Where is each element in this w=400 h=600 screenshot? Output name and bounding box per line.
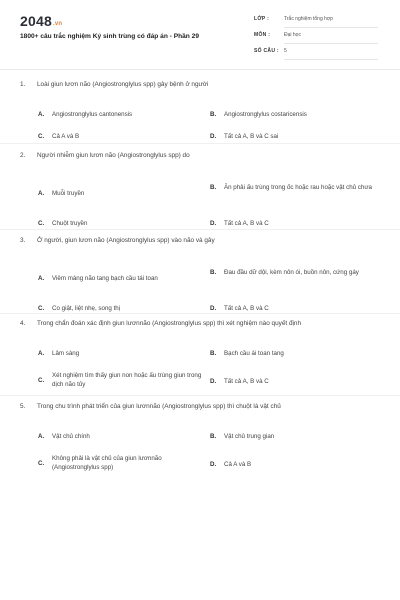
meta-label: MÔN : — [254, 32, 271, 38]
meta-underline — [284, 27, 378, 28]
option-text: Chuột truyền — [52, 220, 88, 227]
option-c[interactable] — [38, 132, 79, 141]
options — [20, 165, 380, 225]
options — [20, 416, 380, 476]
option-text: Xét nghiệm tìm thấy giun non hoặc ấu trùng giun trong dịch não tủy — [52, 372, 202, 388]
option-text: Viêm màng não tang bạch cầu tái toan — [52, 275, 158, 282]
option-text: Angiostronglylus costaricensis — [224, 111, 307, 118]
option-text: Vật chủ trung gian — [224, 433, 275, 440]
question-stem — [20, 320, 380, 327]
option-text: Ăn phải ấu trùng trong ốc hoặc rau hoặc vật chủ chưa — [224, 184, 372, 191]
option-letter: B. — [210, 350, 217, 357]
option-text: Co giật, liệt nhẹ, song thị — [52, 305, 121, 312]
question-number: 3. — [20, 237, 26, 244]
meta-row-class — [254, 16, 378, 30]
page-header — [0, 0, 400, 66]
option-letter: A. — [38, 433, 45, 440]
option-text: Đau đầu dữ dội, kèm nôn ói, buồn nôn, cứng gáy — [224, 269, 359, 276]
question-number: 2. — [20, 152, 26, 159]
option-b[interactable] — [210, 268, 380, 277]
option-text: Tất cả A, B và C — [224, 220, 269, 227]
option-c[interactable] — [38, 371, 208, 389]
option-letter: B. — [210, 184, 217, 191]
option-a[interactable] — [38, 432, 90, 441]
question-text: Người nhiễm giun lươn não (Angiostronglylus spp) do — [37, 152, 190, 159]
option-a[interactable] — [38, 274, 158, 283]
option-d[interactable] — [210, 132, 278, 141]
meta-underline — [284, 59, 378, 60]
option-text: Không phải là vật chủ của giun lươnnão (Angiostronglylus spp) — [52, 455, 162, 471]
option-b[interactable] — [210, 349, 284, 358]
question-4 — [20, 320, 380, 393]
question-text: Trong chẩn đoán xác định giun lươnnão (Angiostronglylus spp) thì xét nghiệm nào quyết định — [37, 320, 302, 327]
meta-value: 5 — [284, 48, 287, 54]
options — [20, 250, 380, 310]
option-letter: A. — [38, 350, 45, 357]
option-letter: A. — [38, 190, 45, 197]
meta-value: Trắc nghiệm tổng hợp — [284, 16, 333, 22]
option-letter: B. — [210, 269, 217, 276]
option-letter: D. — [210, 220, 217, 227]
section-divider — [0, 313, 400, 314]
question-stem — [20, 237, 380, 244]
meta-row-count — [254, 48, 378, 62]
option-letter: C. — [38, 459, 45, 467]
option-letter: C. — [38, 305, 45, 312]
question-5 — [20, 403, 380, 476]
question-1 — [20, 81, 380, 140]
options — [20, 333, 380, 393]
site-logo[interactable] — [20, 13, 62, 29]
option-b[interactable] — [210, 110, 307, 119]
options — [20, 94, 380, 140]
option-text: Tất cả A, B và C — [224, 305, 269, 312]
option-text: Cả A và B — [224, 461, 252, 468]
question-number: 5. — [20, 403, 26, 410]
question-stem — [20, 403, 380, 410]
question-stem — [20, 152, 380, 159]
option-text: Bạch cầu ái toan tang — [224, 350, 284, 357]
option-d[interactable] — [210, 377, 269, 386]
option-c[interactable] — [38, 304, 120, 313]
option-text: Angiostronglylus cantonensis — [52, 111, 133, 118]
question-number: 4. — [20, 320, 26, 327]
option-letter: C. — [38, 376, 45, 384]
option-text: Lâm sàng — [52, 350, 80, 357]
meta-row-subject — [254, 32, 378, 46]
section-divider — [0, 229, 400, 230]
question-text: Trong chu trình phát triển của giun lươnnão (Angiostronglylus spp) thì chuột là vật chủ — [37, 403, 281, 410]
option-d[interactable] — [210, 460, 251, 469]
option-b[interactable] — [210, 432, 274, 441]
option-letter: A. — [38, 275, 45, 282]
option-c[interactable] — [38, 219, 87, 228]
question-number: 1. — [20, 81, 26, 88]
section-divider — [0, 143, 400, 144]
meta-label: LỚP : — [254, 16, 270, 22]
meta-block — [254, 16, 378, 64]
document-title: 1800+ câu trắc nghiệm Ký sinh trùng có đáp án - Phần 29 — [20, 33, 199, 40]
question-text: Ở người, giun lươn não (Angiostronglylus spp) vào não và gây — [37, 237, 215, 244]
section-divider — [0, 395, 400, 396]
option-letter: A. — [38, 111, 45, 118]
meta-label: SỐ CÂU : — [254, 48, 279, 54]
option-text: Vật chủ chính — [52, 433, 90, 440]
option-letter: D. — [210, 461, 217, 468]
question-3 — [20, 237, 380, 310]
option-d[interactable] — [210, 219, 269, 228]
option-a[interactable] — [38, 189, 84, 198]
option-text: Cả A và B — [52, 133, 80, 140]
header-divider — [0, 69, 400, 70]
option-a[interactable] — [38, 349, 79, 358]
option-letter: B. — [210, 433, 217, 440]
option-letter: B. — [210, 111, 217, 118]
option-letter: C. — [38, 220, 45, 227]
meta-underline — [284, 43, 378, 44]
option-letter: D. — [210, 378, 217, 385]
logo-main-text: 2048 — [20, 13, 52, 29]
option-text: Tất cả A, B và C sai — [224, 133, 279, 140]
option-c[interactable] — [38, 454, 208, 472]
meta-value: Đại học — [284, 32, 301, 38]
option-d[interactable] — [210, 304, 269, 313]
option-letter: C. — [38, 133, 45, 140]
option-text: Tất cả A, B và C — [224, 378, 269, 385]
option-b[interactable] — [210, 183, 380, 192]
option-letter: D. — [210, 133, 217, 140]
option-letter: D. — [210, 305, 217, 312]
logo-sub-text: .vn — [52, 21, 63, 27]
question-2 — [20, 152, 380, 225]
question-text: Loài giun lươn não (Angiostronglylus spp) gây bệnh ở người — [37, 81, 209, 88]
question-stem — [20, 81, 380, 88]
option-text: Muỗi truyền — [52, 190, 85, 197]
option-a[interactable] — [38, 110, 132, 119]
